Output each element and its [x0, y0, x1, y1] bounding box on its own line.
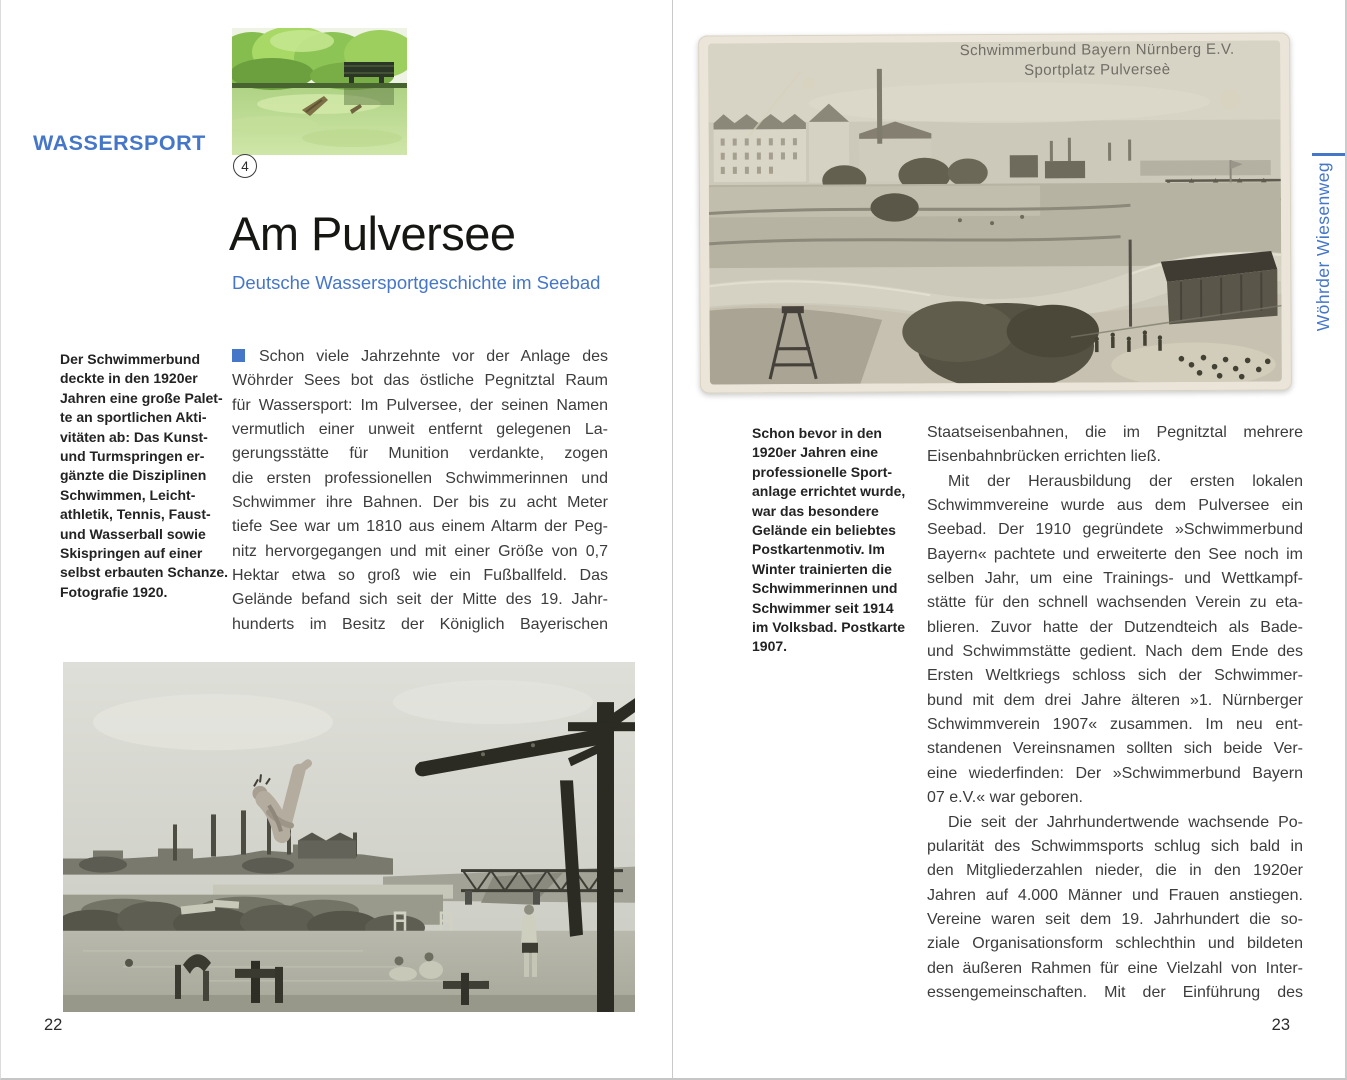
- text-line: pularität des Schwimmsports schlug sich bald in: [927, 837, 1303, 855]
- postcard-photo-illustration: [708, 41, 1282, 385]
- chapter-thumbnail-photo: [232, 28, 407, 155]
- text-line: 07 e.V.« war geboren.: [927, 789, 1083, 807]
- thumbnail-number: 4: [241, 158, 249, 174]
- text-line: Schwimmverein 1907« zusammen. Im neu ent-: [927, 716, 1303, 734]
- text-line: Schwimmer seit 1914: [752, 599, 894, 616]
- text-line: Jahren eine große Palet-: [60, 389, 223, 406]
- text-line: essengemeinschaften. Mit der Einführung des: [927, 983, 1303, 1001]
- chapter-subtitle: Deutsche Wassersportgeschichte im Seebad: [232, 272, 601, 293]
- text-line: stätte für den schnell wachsenden Verein zu eta-: [927, 594, 1303, 612]
- text-line: vermutlich einer unweit entfernt gelegenen La-: [232, 421, 608, 439]
- text-line: bund mit dem drei Jahre älteren »1. Nürnberger: [927, 691, 1303, 709]
- diver-photo-illustration: [63, 662, 635, 1012]
- text-line: Schwimmer ihre Bahnen. Der bis zu acht Meter: [232, 494, 608, 512]
- page-number-right: 23: [1271, 1016, 1290, 1034]
- text-line: im Volksbad. Postkarte: [752, 619, 906, 636]
- page-gutter-divider: [672, 0, 673, 1080]
- tall-chimney: [877, 69, 882, 144]
- text-line: Die seit der Jahrhundertwende wachsende Po-: [948, 813, 1303, 831]
- text-line: hunderts im Besitz der Königlich Bayerischen: [232, 615, 608, 633]
- text-line: Bayern« pachtete und erweiterte den See noch im: [927, 545, 1303, 563]
- text-line: Der Schwimmerbund: [60, 351, 201, 367]
- text-line: selbst erbauten Schanze.: [60, 564, 229, 581]
- text-line: Gelände ein beliebtes: [752, 522, 896, 539]
- margin-tab-label: Wöhrder Wiesenweg: [1313, 162, 1333, 332]
- text-line: 1920er Jahren eine: [752, 444, 879, 461]
- text-line: vitäten ab: Das Kunst-: [60, 428, 208, 445]
- text-line: standenen Vereinsnamen sollten sich beide Ver-: [927, 740, 1303, 758]
- text-line: Mit der Herausbildung der ersten lokalen: [948, 472, 1303, 490]
- postcard-caption-line1: Schwimmerbund Bayern Nürnberg E.V.: [959, 40, 1235, 60]
- text-line: und Schwimmstätte gedient. Nach dem Ende des: [927, 643, 1303, 661]
- text-line: Jahren auf 4.000 Männer und Frauen anstiegen.: [927, 886, 1303, 904]
- text-line: tiefe See war um 1810 aus einem Altarm der Peg-: [232, 518, 608, 536]
- margin-tab-rule: [1312, 153, 1345, 156]
- text-line: Schwimmen, Leicht-: [60, 486, 196, 503]
- text-line: Schon bevor in den: [752, 425, 882, 441]
- text-line: den Mitgliederzahlen nieder, die in den 1920er: [927, 862, 1303, 880]
- text-line: den äußeren Rahmen für eine Vielzahl von Inter-: [927, 959, 1303, 977]
- pond-photo-illustration: [232, 28, 407, 155]
- text-line: Schwimmerinnen und: [752, 580, 898, 597]
- text-line: Schwimmvereine wurde aus dem Pulversee ein: [927, 497, 1303, 515]
- page-number-left: 22: [44, 1016, 63, 1034]
- text-line: gänzte die Disziplinen: [60, 467, 207, 484]
- text-line: nitz hervorgegangen und mit einer Größe von 0,7: [232, 542, 608, 560]
- text-line: Eisenbahnbrücken errichten ließ.: [927, 448, 1161, 466]
- text-line: anlage errichtet wurde,: [752, 483, 906, 500]
- photo-caption-right: [752, 424, 924, 657]
- text-line: und Wasserball sowie: [60, 525, 206, 542]
- text-line: Staatseisenbahnen, die im Pegnitztal mehrere: [927, 424, 1303, 441]
- text-line: gerungsstätte für Munition verdankte, zogen: [232, 445, 608, 463]
- text-line: Fotografie 1920.: [60, 583, 168, 600]
- text-line: Ersten Weltkriegs schloss sich der Schwimmer-: [927, 667, 1303, 685]
- text-line: die ersten professionellen Schwimmerinnen und: [232, 469, 608, 487]
- text-line: selben Jahr, um eine Trainings- und Wettkampf-: [927, 570, 1303, 588]
- postcard: [698, 32, 1292, 393]
- text-line: und Turmspringen er-: [60, 448, 205, 465]
- text-line: athletik, Tennis, Faust-: [60, 506, 211, 523]
- diver-photo: [63, 662, 635, 1012]
- text-line: Schon viele Jahrzehnte vor der Anlage des: [232, 345, 608, 369]
- text-line: 1907.: [752, 638, 788, 655]
- text-line: te an sportlichen Akti-: [60, 409, 207, 426]
- section-label: WASSERSPORT: [33, 131, 206, 155]
- field-tree: [870, 193, 918, 222]
- postcard-caption-line2: Sportplatz Pulverseè: [1024, 61, 1171, 79]
- text-line: Vereine waren seit dem 19. Jahrhundert die so-: [927, 910, 1303, 928]
- text-line: eine wiederfinden: Der »Schwimmerbund Bayern: [927, 764, 1303, 782]
- text-line: für Wassersport: Im Pulversee, der seinen Namen: [232, 396, 608, 414]
- text-line: Gelände befand sich seit der Mitte des 19. Jahr-: [232, 591, 608, 609]
- text-line: Wöhrder Sees bot das östliche Pegnitztal Raum: [232, 372, 608, 390]
- text-line: Hektar etwa so groß wie ein Fußballfeld. Das: [232, 567, 608, 585]
- text-line: blieren. Zuvor hatte der Dutzendteich als Bade-: [927, 618, 1303, 636]
- text-line: professionelle Sport-: [752, 463, 893, 480]
- body-column-right: [927, 421, 1303, 1005]
- text-line: deckte in den 1920er: [60, 370, 198, 387]
- text-line: Postkartenmotiv. Im: [752, 541, 885, 558]
- body-column-left: [232, 345, 608, 637]
- text-line: Skispringen auf einer: [60, 545, 203, 562]
- thumbnail-number-badge: [233, 154, 257, 178]
- text-line: Seebad. Der 1910 gegründete »Schwimmerbund: [927, 521, 1303, 539]
- text-line: war das besondere: [752, 502, 879, 519]
- paragraph-marker-square: [232, 349, 245, 362]
- photo-caption-left: [60, 350, 232, 602]
- chapter-title: Am Pulversee: [229, 207, 516, 260]
- boathouse: [1161, 251, 1278, 324]
- postcard-caption: [932, 40, 1262, 82]
- text-line: Winter trainierten die: [752, 560, 892, 577]
- text-line: ziale Organisationsform schlechthin und bildeten: [927, 935, 1303, 953]
